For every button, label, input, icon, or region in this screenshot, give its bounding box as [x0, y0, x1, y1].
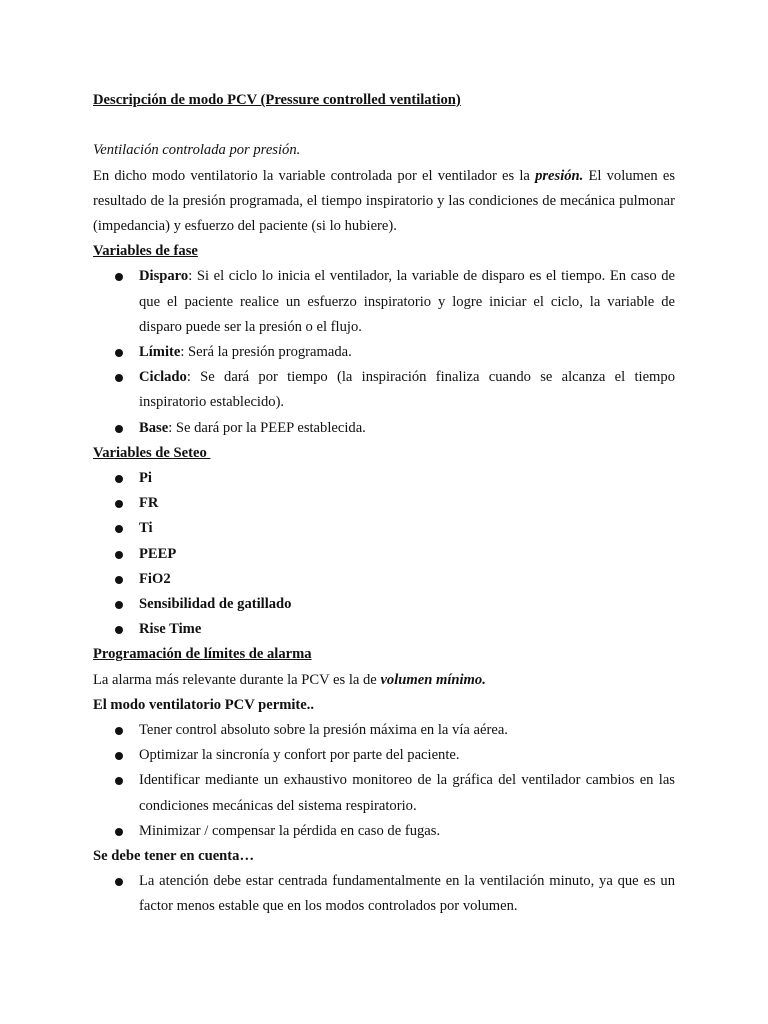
phase-list	[93, 264, 675, 440]
settings-list	[93, 466, 675, 642]
phase-text: : Si el ciclo lo inicia el ventilador, la variable de disparo es el tiempo. En caso de que el paciente realice un esfuerzo inspiratorio y logre iniciar el ciclo, la variable de disparo puede ser la presión o el flujo.	[139, 268, 675, 335]
bullet-icon	[115, 576, 123, 584]
phase-label: Ciclado	[139, 369, 187, 386]
phase-heading: Variables de fase	[93, 243, 198, 260]
phase-text: : Se dará por tiempo (la inspiración finaliza cuando se alcanza el tiempo inspiratorio establecido).	[139, 369, 675, 411]
alarms-emphasis: volumen mínimo.	[380, 671, 486, 688]
settings-heading: Variables de Seteo	[93, 444, 211, 461]
alarms-paragraph	[93, 668, 675, 693]
blank-line	[93, 113, 675, 138]
allows-heading: El modo ventilatorio PCV permite..	[93, 696, 315, 713]
list-item	[93, 516, 675, 541]
setting-label: Ti	[139, 520, 153, 537]
bullet-icon	[115, 425, 123, 433]
subtitle: Ventilación controlada por presión.	[93, 142, 301, 159]
list-item	[93, 819, 675, 844]
bullet-icon	[115, 500, 123, 508]
bullet-icon	[115, 374, 123, 382]
consider-text: La atención debe estar centrada fundamentalmente en la ventilación minuto, ya que es un factor menos estable que en los modos controlados por volumen.	[139, 873, 675, 915]
list-item	[93, 869, 675, 919]
phase-label: Disparo	[139, 268, 189, 285]
consider-list	[93, 869, 675, 919]
list-item	[93, 491, 675, 516]
list-item	[93, 617, 675, 642]
bullet-icon	[115, 551, 123, 559]
bullet-icon	[115, 349, 123, 357]
bullet-icon	[115, 777, 123, 785]
list-item	[93, 466, 675, 491]
list-item	[93, 416, 675, 441]
allows-text: Optimizar la sincronía y confort por parte del paciente.	[139, 747, 460, 764]
bullet-icon	[115, 828, 123, 836]
allows-text: Minimizar / compensar la pérdida en caso de fugas.	[139, 822, 441, 839]
list-item	[93, 718, 675, 743]
intro-text-before: En dicho modo ventilatorio la variable controlada por el ventilador es la	[93, 167, 536, 184]
bullet-icon	[115, 752, 123, 760]
list-item	[93, 542, 675, 567]
list-item	[93, 592, 675, 617]
setting-label: FR	[139, 495, 159, 512]
setting-label: Pi	[139, 470, 152, 487]
setting-label: PEEP	[139, 545, 177, 562]
bullet-icon	[115, 273, 123, 281]
list-item	[93, 743, 675, 768]
allows-text: Identificar mediante un exhaustivo monitoreo de la gráfica del ventilador cambios en las condiciones mecánicas del sistema respiratorio.	[139, 772, 675, 814]
bullet-icon	[115, 475, 123, 483]
list-item	[93, 340, 675, 365]
allows-text: Tener control absoluto sobre la presión máxima en la vía aérea.	[139, 722, 508, 739]
phase-text: : Será la presión programada.	[180, 344, 352, 361]
list-item	[93, 264, 675, 340]
intro-paragraph	[93, 164, 675, 240]
setting-label: Sensibilidad de gatillado	[139, 596, 292, 613]
setting-label: Rise Time	[139, 621, 202, 638]
allows-list	[93, 718, 675, 844]
intro-text-after: El volumen es resultado de la presión programada, el tiempo inspiratorio y las condiciones de mecánica pulmonar (impedancia) y esfuerzo del paciente (si lo hubiere).	[93, 167, 675, 234]
list-item	[93, 365, 675, 415]
bullet-icon	[115, 626, 123, 634]
list-item	[93, 768, 675, 818]
list-item	[93, 567, 675, 592]
alarms-heading: Programación de límites de alarma	[93, 646, 312, 663]
document-title: Descripción de modo PCV (Pressure controlled ventilation)	[93, 92, 461, 108]
document-content	[93, 88, 675, 920]
phase-text: : Se dará por la PEEP establecida.	[168, 419, 366, 436]
bullet-icon	[115, 727, 123, 735]
alarms-text: La alarma más relevante durante la PCV es la de	[93, 671, 381, 688]
phase-label: Límite	[139, 344, 181, 361]
intro-emphasis: presión.	[535, 167, 584, 184]
bullet-icon	[115, 878, 123, 886]
phase-label: Base	[139, 419, 169, 436]
consider-heading: Se debe tener en cuenta…	[93, 848, 255, 865]
bullet-icon	[115, 601, 123, 609]
bullet-icon	[115, 525, 123, 533]
setting-label: FiO2	[139, 570, 171, 587]
